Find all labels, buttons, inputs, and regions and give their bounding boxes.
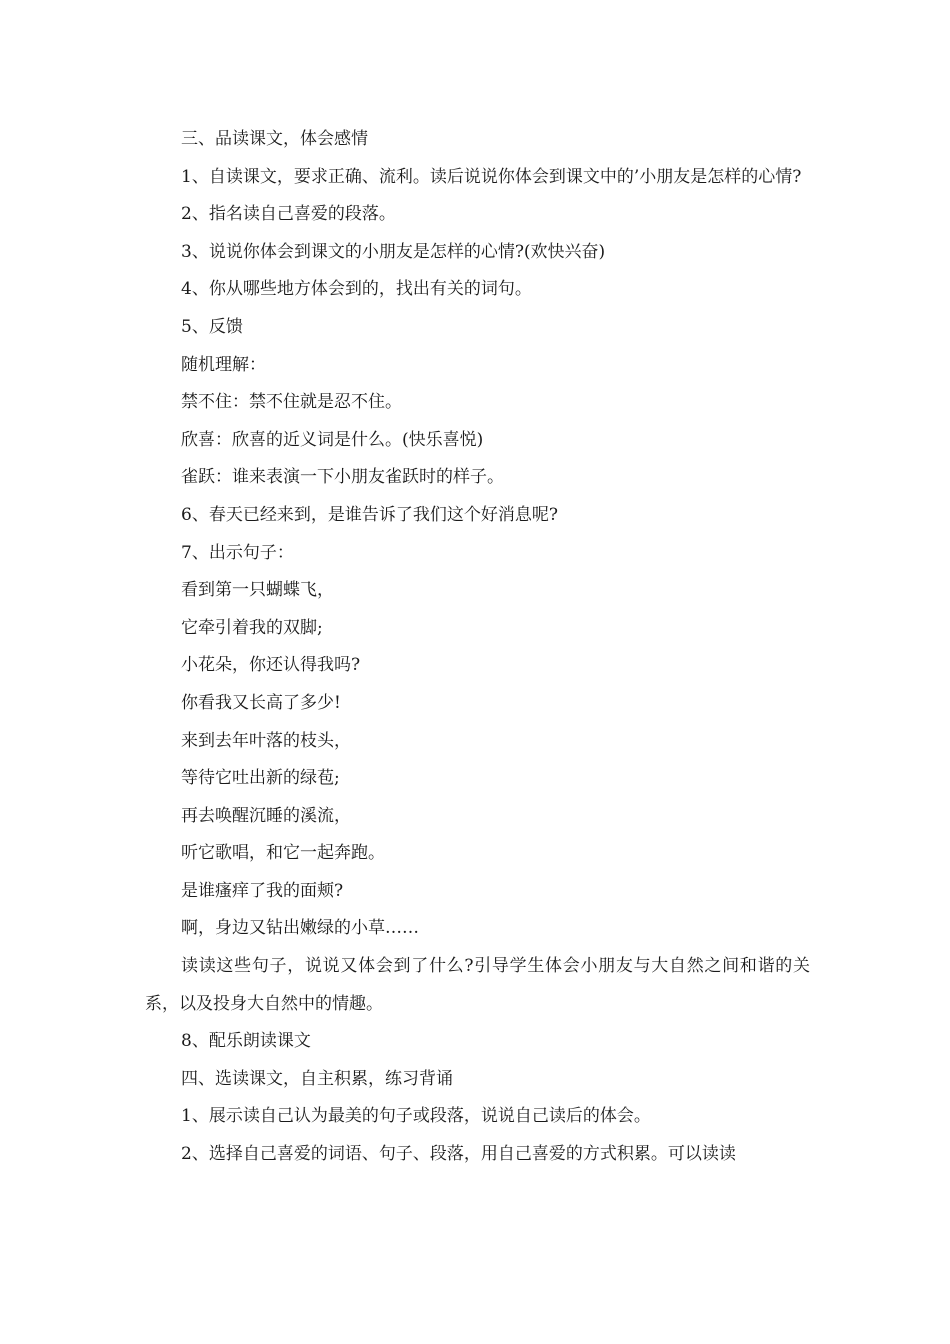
poem-line: 是谁瘙痒了我的面颊? [181,880,344,901]
paragraph: 3、说说你体会到课文的小朋友是怎样的心情?(欢快兴奋) [181,241,606,262]
poem-line: 啊，身边又钻出嫩绿的小草…… [181,918,419,939]
paragraph: 禁不住：禁不住就是忍不住。 [181,392,402,413]
document-body [145,121,810,1174]
poem-line: 它牵引着我的双脚; [181,617,323,638]
paragraph: 1、自读课文，要求正确、流利。读后说说你体会到课文中的’小朋友是怎样的心情? [181,166,802,187]
section-heading-4: 四、选读课文，自主积累，练习背诵 [181,1068,453,1089]
paragraph: 读读这些句子，说说又体会到了什么?引导学生体会小朋友与大自然之间和谐的关系，以及投身大自然中的情趣。 [145,956,810,1014]
poem-line: 再去唤醒沉睡的溪流， [181,805,351,826]
poem-line: 你看我又长高了多少! [181,692,341,713]
paragraph: 7、出示句子： [181,542,294,563]
paragraph: 5、反馈 [181,316,243,337]
poem-line: 等待它吐出新的绿苞; [181,768,340,789]
paragraph: 2、指名读自己喜爱的段落。 [181,204,396,225]
poem-line: 听它歌唱，和它一起奔跑。 [181,843,385,864]
paragraph: 欣喜：欣喜的近义词是什么。(快乐喜悦) [181,429,484,450]
poem-line: 看到第一只蝴蝶飞， [181,580,334,601]
poem-line: 来到去年叶落的枝头， [181,730,351,751]
paragraph: 2、选择自己喜爱的词语、句子、段落，用自己喜爱的方式积累。可以读读 [181,1144,736,1165]
paragraph: 雀跃：谁来表演一下小朋友雀跃时的样子。 [181,467,504,488]
paragraph: 6、春天已经来到，是谁告诉了我们这个好消息呢? [181,504,558,525]
poem-line: 小花朵，你还认得我吗? [181,655,361,676]
paragraph: 4、你从哪些地方体会到的，找出有关的词句。 [181,279,532,300]
section-heading-3: 三、品读课文，体会感情 [181,129,368,149]
paragraph: 8、配乐朗读课文 [181,1031,311,1052]
paragraph: 随机理解： [181,354,266,375]
paragraph: 1、展示读自己认为最美的句子或段落，说说自己读后的体会。 [181,1106,651,1127]
